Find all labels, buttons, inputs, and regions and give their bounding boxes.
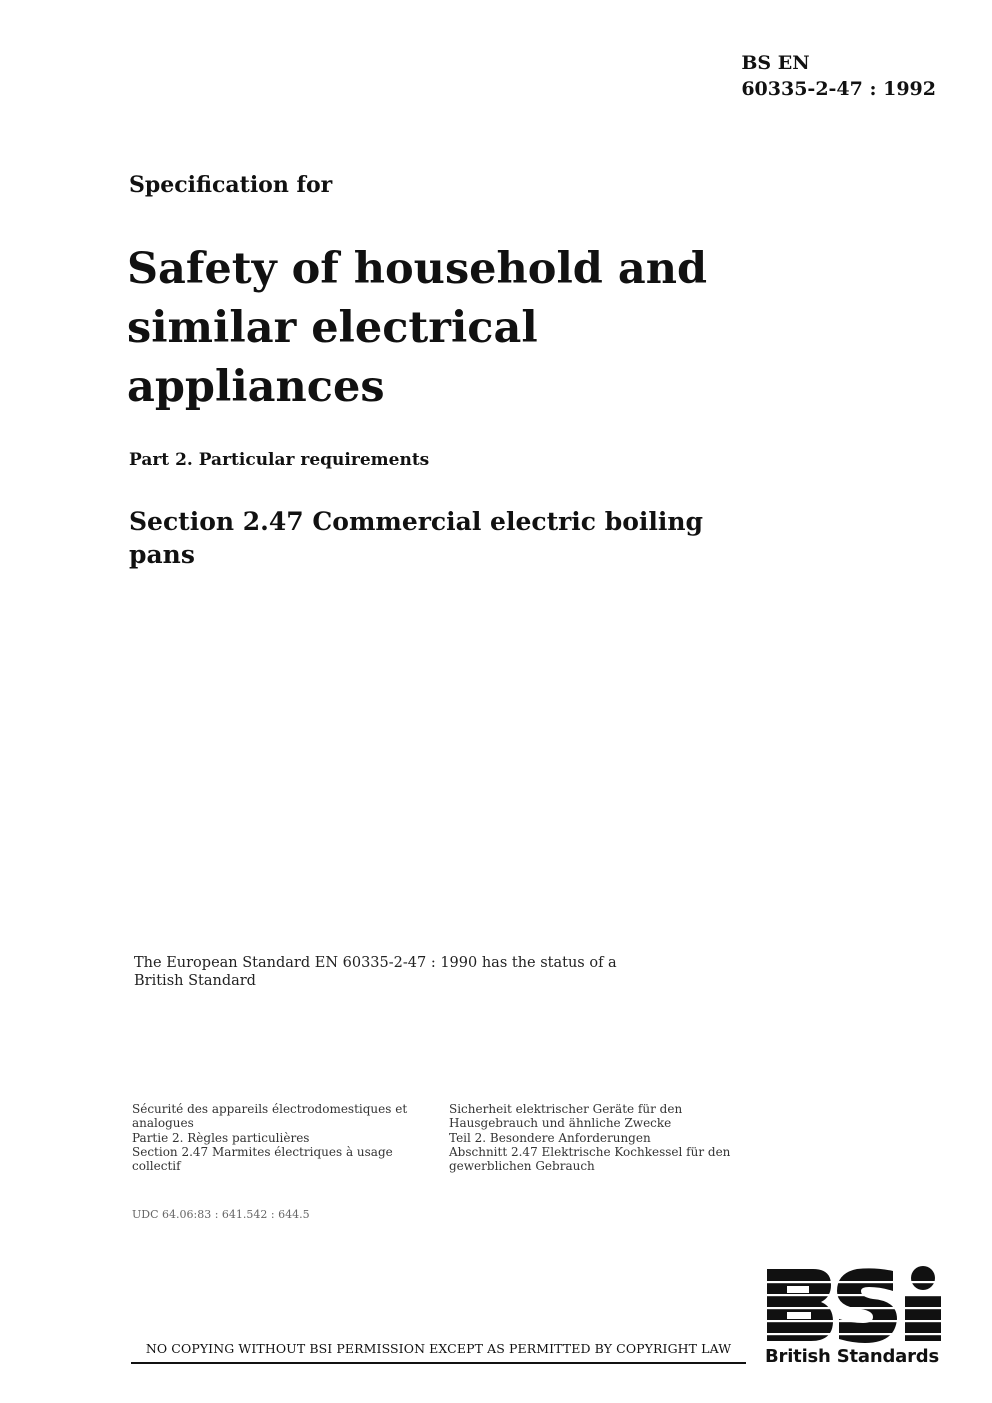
part-heading: Part 2. Particular requirements	[129, 450, 430, 470]
german-line: Teil 2. Besondere Anforderungen	[449, 1130, 651, 1145]
copyright-rule	[131, 1362, 746, 1364]
french-line: Section 2.47 Marmites électriques à usage	[132, 1144, 393, 1159]
main-title-line-2: similar electrical	[127, 303, 538, 353]
status-line-1: The European Standard EN 60335-2-47 : 1990 has the status of a	[134, 955, 617, 971]
standard-number-line-2: 60335-2-47 : 1992	[741, 78, 936, 100]
german-line: gewerblichen Gebrauch	[449, 1159, 595, 1174]
bsi-logo-caption: British Standards	[765, 1346, 939, 1367]
status-statement	[134, 954, 654, 990]
main-title-line-3: appliances	[127, 362, 385, 412]
french-line: Sécurité des appareils électrodomestiques et	[132, 1102, 408, 1116]
standard-number	[741, 50, 936, 102]
german-line: Sicherheit elektrischer Geräte für den	[449, 1102, 683, 1116]
german-title-translation	[449, 1102, 739, 1173]
udc-classification: UDC 64.06:83 : 641.542 : 644.5	[132, 1208, 310, 1221]
french-line: analogues	[132, 1116, 194, 1131]
section-heading-line-2: pans	[129, 540, 195, 569]
german-line: Abschnitt 2.47 Elektrische Kochkessel für den	[449, 1144, 731, 1159]
section-heading	[129, 505, 769, 571]
main-title	[127, 240, 767, 417]
status-line-2: British Standard	[134, 973, 256, 989]
french-line: collectif	[132, 1159, 181, 1174]
main-title-line-1: Safety of household and	[127, 244, 708, 294]
bsi-logo-mark	[765, 1265, 943, 1345]
german-line: Hausgebrauch und ähnliche Zwecke	[449, 1116, 672, 1131]
spec-for-label: Specification for	[129, 172, 333, 198]
section-heading-line-1: Section 2.47 Commercial electric boiling	[129, 507, 704, 536]
french-line: Partie 2. Règles particulières	[132, 1130, 310, 1145]
standard-number-line-1: BS EN	[741, 52, 810, 74]
french-title-translation	[132, 1102, 422, 1173]
copyright-notice: NO COPYING WITHOUT BSI PERMISSION EXCEPT AS PERMITTED BY COPYRIGHT LAW	[145, 1341, 732, 1356]
bsi-logo	[765, 1265, 945, 1371]
